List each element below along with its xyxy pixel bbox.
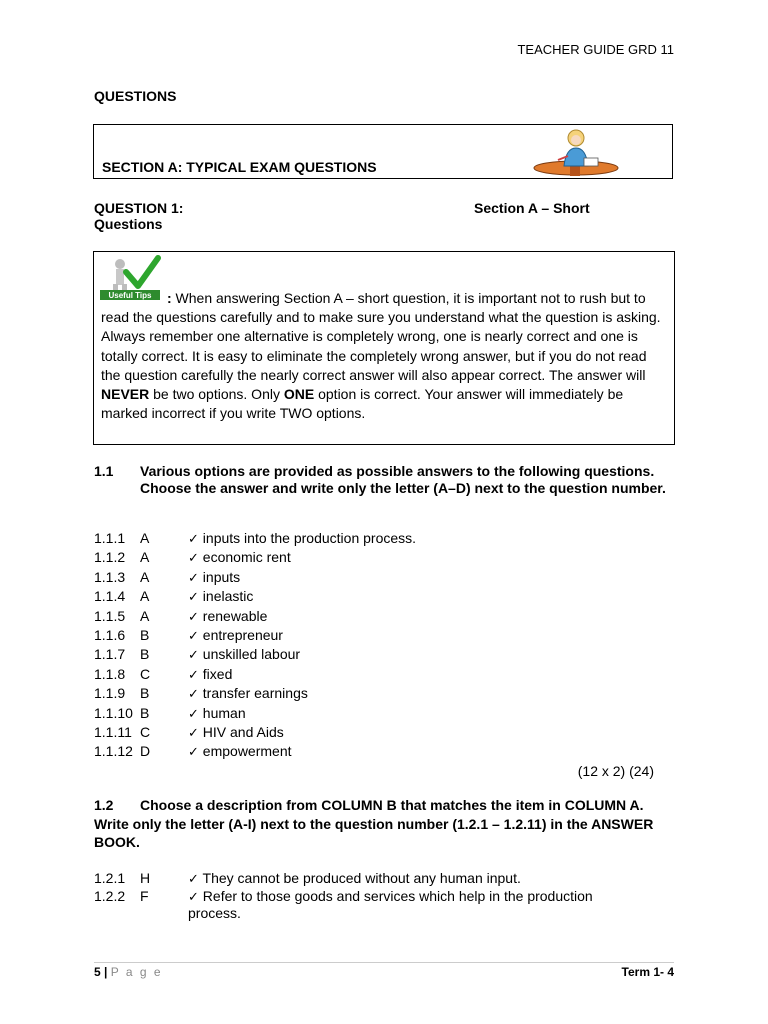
answer-number: 1.1.10 (94, 704, 133, 721)
tip-colon: : (167, 290, 172, 306)
tip-never: NEVER (101, 386, 150, 403)
useful-tips-icon-label: Useful Tips (108, 291, 152, 300)
footer-divider (94, 962, 674, 963)
answer-number: 1.1.4 (94, 588, 126, 605)
section-title: SECTION A: TYPICAL EXAM QUESTIONS (102, 159, 377, 175)
answer-letter: A (140, 530, 150, 546)
answer-number: 1.1.6 (94, 627, 126, 643)
answer-letter: A (140, 588, 150, 605)
answer-text (188, 888, 593, 921)
useful-tips-box (93, 251, 675, 445)
answer-text (188, 743, 292, 760)
useful-tips-text (101, 289, 667, 423)
answer-number: 1.1.8 (94, 665, 126, 682)
question-1-2 (94, 796, 654, 852)
answer-text (188, 646, 300, 663)
answer-text (188, 685, 308, 702)
answer-description: inelastic (202, 588, 254, 605)
answer-number: 1.1.1 (94, 530, 126, 546)
answer-letter: B (140, 704, 150, 721)
check-mark-icon: ✓ (188, 608, 199, 624)
answer-letter: C (140, 665, 151, 682)
answer-text (188, 870, 521, 887)
answer-number: 1.1.2 (94, 549, 126, 566)
answer-letter: B (140, 646, 150, 663)
section-a-box (93, 124, 673, 179)
answer-description: HIV and Aids (202, 724, 284, 740)
answer-description: human (202, 704, 246, 721)
footer-page (94, 965, 163, 979)
answer-description: economic rent (202, 549, 291, 566)
check-mark-icon: ✓ (188, 889, 199, 904)
check-mark-icon: ✓ (188, 871, 199, 886)
answer-description: inputs into the production process. (202, 530, 417, 546)
answer-text (188, 549, 291, 566)
page-number: 5 (94, 965, 101, 979)
answer-description: empowerment (202, 743, 292, 760)
check-mark-icon: ✓ (188, 666, 199, 682)
answer-text (188, 666, 232, 683)
answer-letter: B (140, 685, 150, 702)
answer-description: Refer to those goods and services which help in the production (202, 888, 593, 904)
check-mark-icon: ✓ (188, 531, 199, 546)
answer-letter: H (140, 870, 151, 886)
document-header: TEACHER GUIDE GRD 11 (517, 42, 674, 57)
tip-seg-2: be two options. Only (149, 386, 284, 403)
question-1-1-number: 1.1 (94, 463, 114, 479)
answer-description: inputs (202, 568, 241, 585)
answer-letter: A (140, 549, 150, 566)
answer-number: 1.1.7 (94, 646, 126, 663)
answer-description: transfer earnings (202, 685, 308, 702)
answer-description: They cannot be produced without any human input. (202, 870, 521, 886)
answer-letter: B (140, 627, 150, 643)
check-mark-icon: ✓ (188, 744, 199, 760)
check-mark-icon: ✓ (188, 647, 199, 663)
answer-text (188, 569, 240, 586)
question-1-2-text: Choose a description from COLUMN B that matches the item in COLUMN A. Write only the letter (A-I) next to the question number (1.2.1 – 1.2.11) in the ANSWER BOOK. (94, 797, 654, 850)
answer-description: renewable (202, 607, 268, 624)
answer-number: 1.1.3 (94, 568, 126, 585)
check-mark-icon: ✓ (188, 686, 199, 702)
answer-text (188, 530, 416, 547)
answer-description: fixed (202, 665, 233, 682)
check-mark-icon: ✓ (188, 589, 199, 605)
answer-description: unskilled labour (202, 646, 301, 663)
answer-number: 1.2.2 (94, 888, 126, 904)
teacher-clipart-icon (528, 126, 624, 178)
section-part-label-cont: Questions (94, 216, 163, 232)
answer-description-cont: process. (188, 905, 241, 921)
page-separator: | (104, 965, 108, 979)
tip-one: ONE (283, 386, 315, 403)
check-mark-icon: ✓ (188, 705, 199, 721)
answer-number: 1.1.5 (94, 607, 126, 624)
answer-number: 1.1.12 (94, 743, 133, 760)
tip-seg-3: option is correct. Your answer will immediately be marked incorrect if you write TWO options. (101, 386, 624, 422)
check-mark-icon: ✓ (188, 550, 199, 566)
answer-letter: F (140, 888, 149, 904)
page-word: P a g e (110, 965, 163, 979)
tip-seg-1: When answering Section A – short question, it is important not to rush but to read the questions carefully and to make sure you understand what the question is asking. Always remember one alternative is completely wrong, one is nearly correct and one is totally correct. It is easy to eliminate the completely wrong answer, but if you do not read the question carefully the nearly correct answer will also appear correct. The answer will (101, 290, 661, 383)
section-part-label: Section A – Short (474, 200, 590, 216)
question-1-heading (94, 200, 674, 216)
answer-number: 1.1.11 (94, 724, 132, 740)
question-1-label: QUESTION 1: (94, 200, 184, 216)
check-mark-icon: ✓ (188, 725, 199, 740)
check-mark-icon: ✓ (188, 628, 199, 643)
page-heading: QUESTIONS (94, 88, 177, 104)
answer-number: 1.1.9 (94, 685, 126, 702)
marks-1-1: (12 x 2) (24) (577, 763, 654, 779)
answer-number: 1.2.1 (94, 870, 126, 886)
answer-text (188, 724, 284, 741)
answer-letter: A (140, 607, 150, 624)
question-1-2-number: 1.2 (94, 797, 114, 813)
answer-text (188, 608, 267, 625)
answer-description: entrepreneur (202, 627, 283, 643)
answer-letter: D (140, 743, 151, 760)
answer-letter: A (140, 568, 150, 585)
question-1-1-text: Various options are provided as possible answers to the following questions. Choose the answer and write only the letter (A–D) next to the question number. (140, 463, 666, 496)
answer-text (188, 627, 283, 644)
check-mark-icon: ✓ (188, 569, 199, 585)
answer-letter: C (140, 724, 151, 740)
footer-term: Term 1- 4 (621, 965, 674, 979)
answer-text (188, 588, 253, 605)
answer-text (188, 705, 246, 722)
